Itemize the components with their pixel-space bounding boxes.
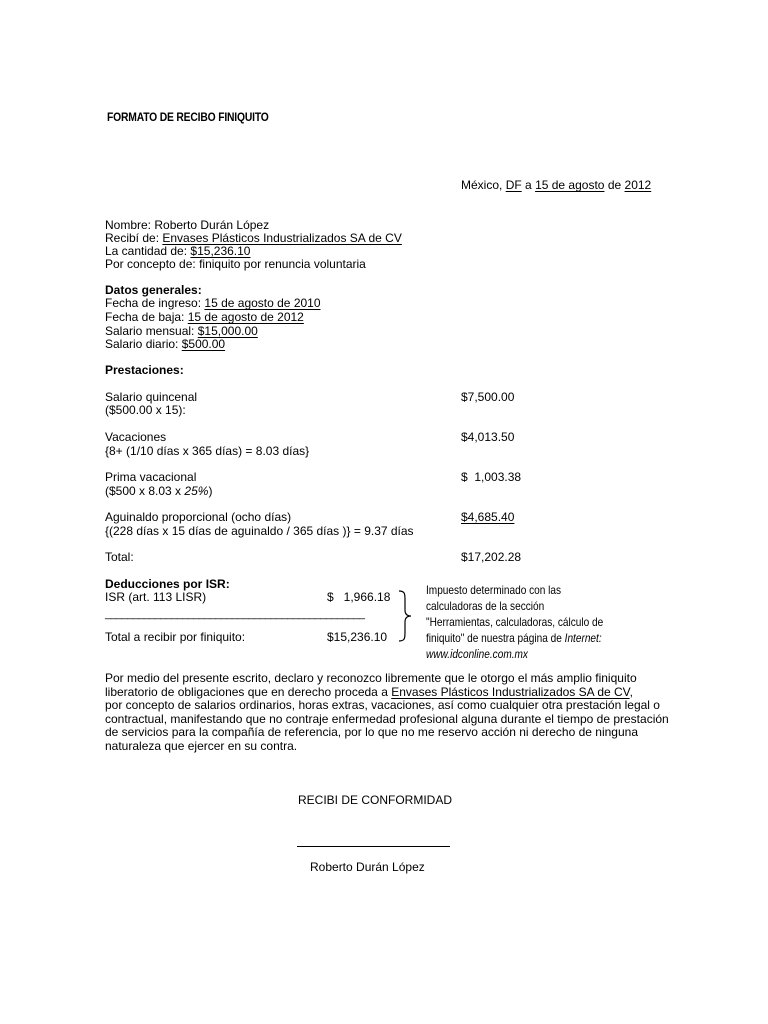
- baja-line: [105, 311, 304, 324]
- prima-amount: $ 1,003.38: [461, 470, 522, 484]
- declaration-paragraph: [105, 671, 669, 753]
- paragraph-line-5: de servicios para la compañía de referencia, por lo que no me reservo acción ni derecho de ninguna: [105, 725, 638, 739]
- paragraph-line-6: naturaleza que ejercer en su contra.: [105, 738, 298, 753]
- total-label: Total:: [105, 550, 134, 564]
- deducciones-rule: _______________________________________________: [105, 608, 365, 620]
- diario-line: [105, 338, 225, 351]
- ingreso-line: [105, 297, 321, 310]
- paragraph-line-1: Por medio del presente escrito, declaro y reconozco libremente que le otorgo el más amplio finiquito: [105, 671, 637, 685]
- baja-value: 15 de agosto de 2012: [187, 310, 304, 324]
- document-title: FORMATO DE RECIBO FINIQUITO: [107, 110, 269, 124]
- isr-amount: $ 1,966.18: [327, 590, 391, 604]
- prestaciones-heading: Prestaciones:: [105, 363, 184, 377]
- prima-label: Prima vacacional: [105, 470, 197, 484]
- aguinaldo-amount: $4,685.40: [461, 510, 515, 524]
- place-a: a: [525, 178, 532, 192]
- mensual-value: $15,000.00: [197, 324, 258, 338]
- note-line-4-internet: Internet:: [564, 631, 602, 645]
- quincenal-calc: ($500.00 x 15):: [105, 403, 186, 417]
- cantidad-label: La cantidad de:: [105, 244, 188, 258]
- finiquito-total-amount: $15,236.10: [327, 630, 388, 644]
- deducciones-heading: Deducciones por ISR:: [105, 577, 230, 591]
- datos-heading: Datos generales:: [105, 283, 202, 297]
- nombre-value: Roberto Durán López: [154, 218, 270, 232]
- prima-calc: [105, 485, 212, 498]
- recibi-label: Recibí de:: [105, 231, 160, 245]
- vacaciones-calc: {8+ (1/10 días x 365 días) = 8.03 días}: [105, 444, 310, 458]
- date-de: de: [607, 178, 622, 192]
- place-prefix: México,: [461, 178, 503, 192]
- date-year: 2012: [624, 178, 652, 192]
- paragraph-line-3: por concepto de salarios ordinarios, horas extras, vacaciones, así como cualquier otra prestación legal o: [105, 698, 660, 712]
- prima-calc-close: ): [208, 484, 213, 498]
- paragraph-empresa: Envases Plásticos Industrializados SA de CV: [391, 684, 630, 699]
- cantidad-value: $15,236.10: [190, 244, 251, 258]
- concepto-label: Por concepto de:: [105, 257, 196, 271]
- date-value: 15 de agosto: [535, 178, 605, 192]
- paragraph-line-2: [105, 686, 665, 700]
- quincenal-amount: $7,500.00: [461, 390, 515, 404]
- curly-brace-icon: [397, 590, 413, 642]
- baja-label: Fecha de baja:: [105, 310, 185, 324]
- vacaciones-label: Vacaciones: [105, 430, 167, 444]
- signature-line: [297, 846, 450, 847]
- empresa-value: Envases Plásticos Industrializados SA de CV: [162, 231, 402, 245]
- diario-label: Salario diario:: [105, 337, 179, 351]
- nombre-label: Nombre:: [105, 218, 152, 232]
- paragraph-comma: ,: [629, 684, 633, 699]
- diario-value: $500.00: [181, 337, 226, 351]
- note-line-2: calculadoras de la sección: [426, 599, 545, 613]
- prima-calc-text: ($500 x 8.03 x: [105, 484, 182, 498]
- mensual-label: Salario mensual:: [105, 324, 195, 338]
- prima-calc-percent: 25%: [184, 484, 209, 498]
- ingreso-value: 15 de agosto de 2010: [204, 296, 321, 310]
- conformidad-heading: RECIBI DE CONFORMIDAD: [298, 793, 453, 807]
- finiquito-total-label: Total a recibir por finiquito:: [105, 630, 246, 644]
- isr-label: ISR (art. 113 LISR): [105, 590, 207, 604]
- note-line-4-text: finiquito" de nuestra página de: [426, 631, 562, 645]
- note-line-4: [426, 630, 603, 646]
- aguinaldo-calc: {(228 días x 15 días de aguinaldo / 365 días )} = 9.37 días: [105, 524, 414, 538]
- paragraph-line-4: contractual, manifestando que no contraje enfermedad profesional alguna durante el tiempo de prestación: [105, 711, 669, 726]
- paragraph-line-2-text: liberatorio de obligaciones que en derecho proceda a: [105, 684, 388, 699]
- aguinaldo-label: Aguinaldo proporcional (ocho días): [105, 510, 292, 524]
- isr-note: [426, 582, 603, 662]
- quincenal-label: Salario quincenal: [105, 390, 198, 404]
- total-amount: $17,202.28: [461, 550, 522, 564]
- note-line-1: Impuesto determinado con las: [426, 583, 562, 597]
- concepto-line: [105, 258, 366, 271]
- signature-name: Roberto Durán López: [310, 860, 425, 874]
- vacaciones-amount: $4,013.50: [461, 430, 515, 444]
- concepto-value: finiquito por renuncia voluntaria: [199, 257, 366, 271]
- place-date: [461, 179, 651, 192]
- ingreso-label: Fecha de ingreso:: [105, 296, 202, 310]
- note-link[interactable]: www.idconline.com.mx: [426, 647, 528, 661]
- note-line-3: "Herramientas, calculadoras, cálculo de: [426, 615, 604, 629]
- place-city: DF: [505, 178, 522, 192]
